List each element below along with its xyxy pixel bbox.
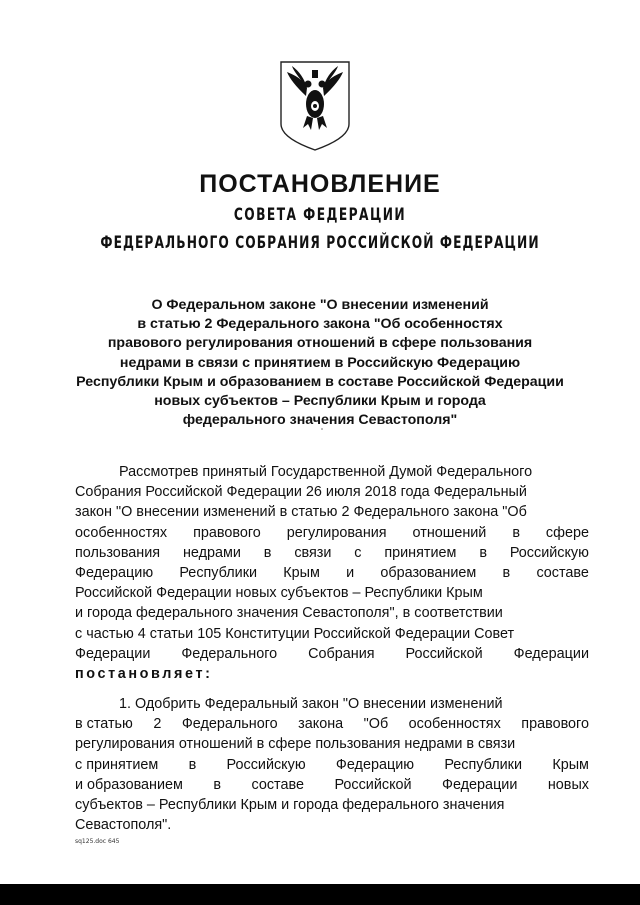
preamble-paragraph <box>75 462 589 684</box>
file-reference: sq125.doc 645 <box>75 838 120 845</box>
text-line: регулирования отношений в сфере пользования недрами в связи <box>75 736 516 753</box>
document-subtitle-assembly: ФЕДЕРАЛЬНОГО СОБРАНИЯ РОССИЙСКОЙ ФЕДЕРАЦИИ <box>100 233 540 253</box>
text-line: Федерации Федерального Собрания Российской Федерации <box>75 645 589 662</box>
text-line: и образованием в составе Российской Федерации новых <box>75 776 589 793</box>
text-line: закон "О внесении изменений в статью 2 Федерального закона "Об <box>75 504 527 521</box>
text-line: Собрания Российской Федерации 26 июля 2018 года Федеральный <box>75 484 527 501</box>
text-line: субъектов – Республики Крым и города федерального значения <box>75 797 505 814</box>
text-line: с частью 4 статьи 105 Конституции Российской Федерации Совет <box>75 625 515 642</box>
text-line: Рассмотрев принятый Государственной Думой Федерального <box>119 464 533 480</box>
scan-bottom-edge <box>0 884 640 905</box>
text-line: и города федерального значения Севастополя", в соответствии <box>75 605 503 622</box>
subject-line: в статью 2 Федерального закона "Об особенностях <box>137 316 503 333</box>
resolution-subject <box>40 296 600 430</box>
subject-line: федерального значения Севастополя" <box>182 412 458 429</box>
scan-speck <box>321 428 323 430</box>
coat-of-arms-emblem <box>277 58 353 152</box>
text-line: особенностях правового регулирования отношений в сфере <box>75 524 589 541</box>
subject-line: О Федеральном законе "О внесении изменений <box>151 297 489 313</box>
document-title: ПОСТАНОВЛЕНИЕ <box>199 170 441 198</box>
text-line: Севастополя". <box>75 817 172 834</box>
resolves-keyword: постановляет: <box>75 666 213 683</box>
subject-line: правового регулирования отношений в сфере пользования <box>107 335 533 352</box>
text-line: 1. Одобрить Федеральный закон "О внесении изменений <box>119 696 503 712</box>
subject-line: новых субъектов – Республики Крым и города <box>154 393 486 410</box>
text-line: в статью 2 Федерального закона "Об особенностях правового <box>75 716 589 733</box>
subject-line: недрами в связи с принятием в Российскую Федерацию <box>119 354 521 371</box>
text-line: Федерацию Республики Крым и образованием в составе <box>75 565 589 582</box>
document-subtitle-council: СОВЕТА ФЕДЕРАЦИИ <box>233 205 407 225</box>
text-line <box>75 664 589 684</box>
text-line: с принятием в Российскую Федерацию Республики Крым <box>75 756 589 773</box>
text-line: Российской Федерации новых субъектов – Республики Крым <box>75 585 483 602</box>
item-1-paragraph <box>75 694 589 835</box>
subject-line: Республики Крым и образованием в составе Российской Федерации <box>76 373 564 390</box>
text-line: пользования недрами в связи с принятием в Российскую <box>75 544 589 561</box>
